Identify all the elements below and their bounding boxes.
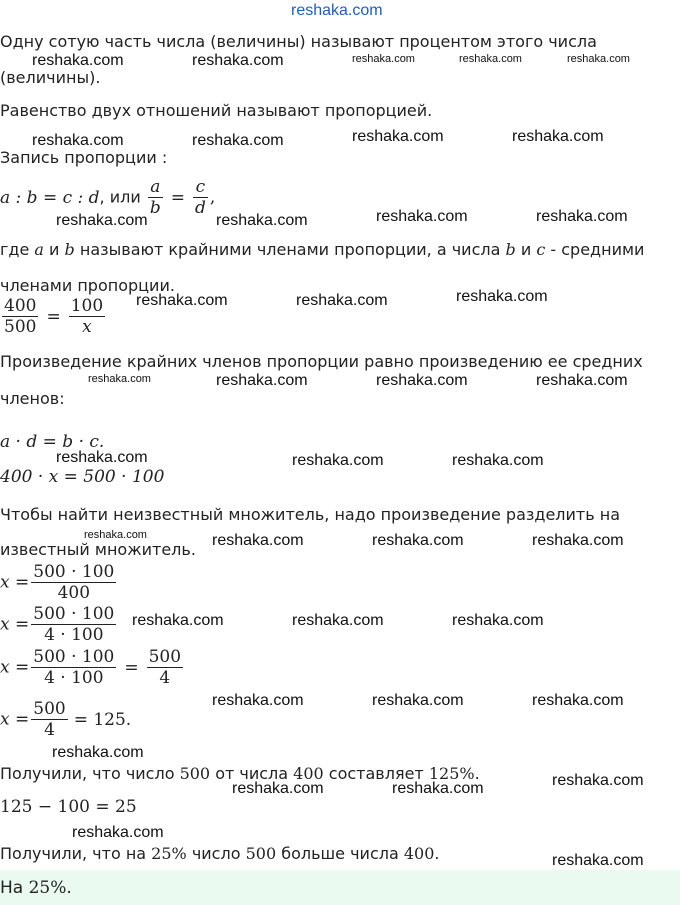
watermark: reshaka.com [56,449,148,466]
watermark: reshaka.com [372,692,464,709]
watermark: reshaka.com [32,52,124,69]
fraction-numerator: c [193,178,208,198]
number-500: 500 [179,764,211,783]
fraction-500-over-4 [147,648,183,687]
watermark: reshaka.com [32,132,124,149]
watermark: reshaka.com [296,292,388,309]
text-segment: число [186,844,246,863]
text-segment: и [43,240,65,259]
paragraph-unknown-factor-line2: известный множитель. [0,540,196,559]
paragraph-proportion-notation: Запись пропорции : [0,148,168,167]
watermark: reshaka.com [72,824,164,841]
text-segment: от числа [210,764,294,783]
formula-x-result [0,700,131,739]
watermark: reshaka.com [552,772,644,789]
watermark: reshaka.com [376,208,468,225]
percent-125: 125% [428,764,475,783]
watermark: reshaka.com [372,532,464,549]
fraction-denominator: 4 · 100 [44,625,104,645]
percent-25: 25% [28,878,67,898]
var-b: b [505,240,516,259]
watermark: reshaka.com [392,780,484,797]
formula-difference: 125 − 100 = 25 [0,797,137,817]
paragraph-difference-percent [0,844,440,864]
watermark: reshaka.com [292,612,384,629]
text-segment: больше числа [276,844,404,863]
text-segment: составляет [323,764,429,783]
watermark: reshaka.com [567,53,630,65]
formula-colon-form: a : b = c : d [0,187,100,208]
watermark: reshaka.com [456,288,548,305]
period: . [434,844,440,863]
watermark: reshaka.com [452,452,544,469]
period: . [474,764,480,783]
fraction-a-over-b [148,178,163,217]
fraction-100-over-x [69,297,105,336]
period: . [66,878,72,898]
watermark: reshaka.com [192,132,284,149]
watermark: reshaka.com [512,128,604,145]
fraction-numerator: 100 [70,296,104,316]
text-segment: Получили, что число [0,764,180,783]
watermark: reshaka.com [376,372,468,389]
text-segment: называют крайними членами пропорции, а числа [74,240,506,259]
site-header-link[interactable]: reshaka.com [291,2,383,19]
fraction-500x100-over-4x100 [31,605,116,644]
number-400: 400 [403,844,435,863]
paragraph-percent-definition-line1: Одну сотую часть числа (величины) называют процентом этого числа [0,32,597,51]
paragraph-extreme-members-line1 [0,240,644,260]
var-b: b [64,240,75,259]
fraction-numerator: 500 · 100 [33,647,115,667]
text-segment: На [0,878,29,898]
watermark: reshaka.com [536,372,628,389]
formula-x-step3 [0,648,185,687]
number-500: 500 [245,844,277,863]
fraction-numerator: 500 [148,647,182,667]
fraction-denominator: 4 · 100 [44,668,104,688]
fraction-denominator: b [149,198,161,218]
answer-box [0,870,680,905]
fraction-denominator: d [194,198,206,218]
var-c: c [536,240,546,259]
fraction-denominator: 4 [44,720,55,740]
var-a: a [34,240,44,259]
fraction-500-over-4 [31,700,67,739]
watermark: reshaka.com [136,292,228,309]
watermark: reshaka.com [216,212,308,229]
fraction-denominator: 4 [159,668,171,688]
number-400: 400 [293,764,324,783]
watermark: reshaka.com [216,372,308,389]
formula-400-500-100-x [0,297,107,336]
watermark: reshaka.com [292,452,384,469]
paragraph-unknown-factor-line1: Чтобы найти неизвестный множитель, надо произведение разделить на [0,505,621,524]
watermark: reshaka.com [352,53,415,65]
equals-sign: = [124,657,139,678]
fraction-denominator: 400 [57,583,91,603]
text-segment: Получили, что на [0,844,152,863]
text-segment: где [0,240,35,259]
watermark: reshaka.com [532,532,624,549]
formula-comma: , [209,187,216,208]
watermark: reshaka.com [352,128,444,145]
watermark: reshaka.com [232,780,324,797]
formula-x-equals: x = [0,657,30,678]
watermark: reshaka.com [459,53,522,65]
text-segment: и [515,240,537,259]
paragraph-proportion-definition: Равенство двух отношений называют пропорцией. [0,101,433,120]
watermark: reshaka.com [532,692,624,709]
fraction-denominator: x [82,317,92,337]
equals-sign: = [46,306,61,327]
fraction-numerator: 500 · 100 [33,604,115,624]
fraction-c-over-d [193,178,208,217]
watermark: reshaka.com [84,529,147,541]
fraction-numerator: a [148,178,163,198]
fraction-500x100-over-400 [31,563,116,602]
fraction-numerator: 400 [4,296,37,316]
formula-x-equals: x = [0,572,30,593]
formula-x-equals: x = [0,709,30,730]
formula-x-step2 [0,605,118,644]
formula-x-step1 [0,563,118,602]
paragraph-percent-definition-line2: (величины). [0,68,101,87]
watermark: reshaka.com [88,373,151,385]
fraction-numerator: 500 [33,699,66,719]
watermark: reshaka.com [212,692,304,709]
watermark: reshaka.com [536,208,628,225]
formula-or-text: , или [99,187,146,207]
fraction-numerator: 500 · 100 [33,562,115,582]
watermark: reshaka.com [552,852,644,869]
fraction-denominator: 500 [4,317,37,337]
answer-text [0,878,72,898]
watermark: reshaka.com [192,52,284,69]
formula-400x-500-100: 400 · x = 500 · 100 [0,467,165,487]
percent-25: 25% [151,844,187,863]
formula-result-value: = 125. [73,709,132,730]
watermark: reshaka.com [56,212,148,229]
watermark: reshaka.com [212,532,304,549]
paragraph-extreme-members-line2: членами пропорции. [0,276,175,295]
paragraph-product-rule-line2: членов: [0,389,65,408]
text-segment: - средними [545,240,645,259]
formula-x-equals: x = [0,614,30,635]
watermark: reshaka.com [132,612,224,629]
fraction-500x100-over-4x100 [31,648,116,687]
fraction-400-over-500 [2,297,38,336]
watermark: reshaka.com [52,744,144,761]
paragraph-product-rule-line1: Произведение крайних членов пропорции равно произведению ее средних [0,352,643,371]
equals-sign: = [170,187,185,208]
watermark: reshaka.com [452,612,544,629]
formula-ad-bc: a · d = b · c. [0,432,105,452]
